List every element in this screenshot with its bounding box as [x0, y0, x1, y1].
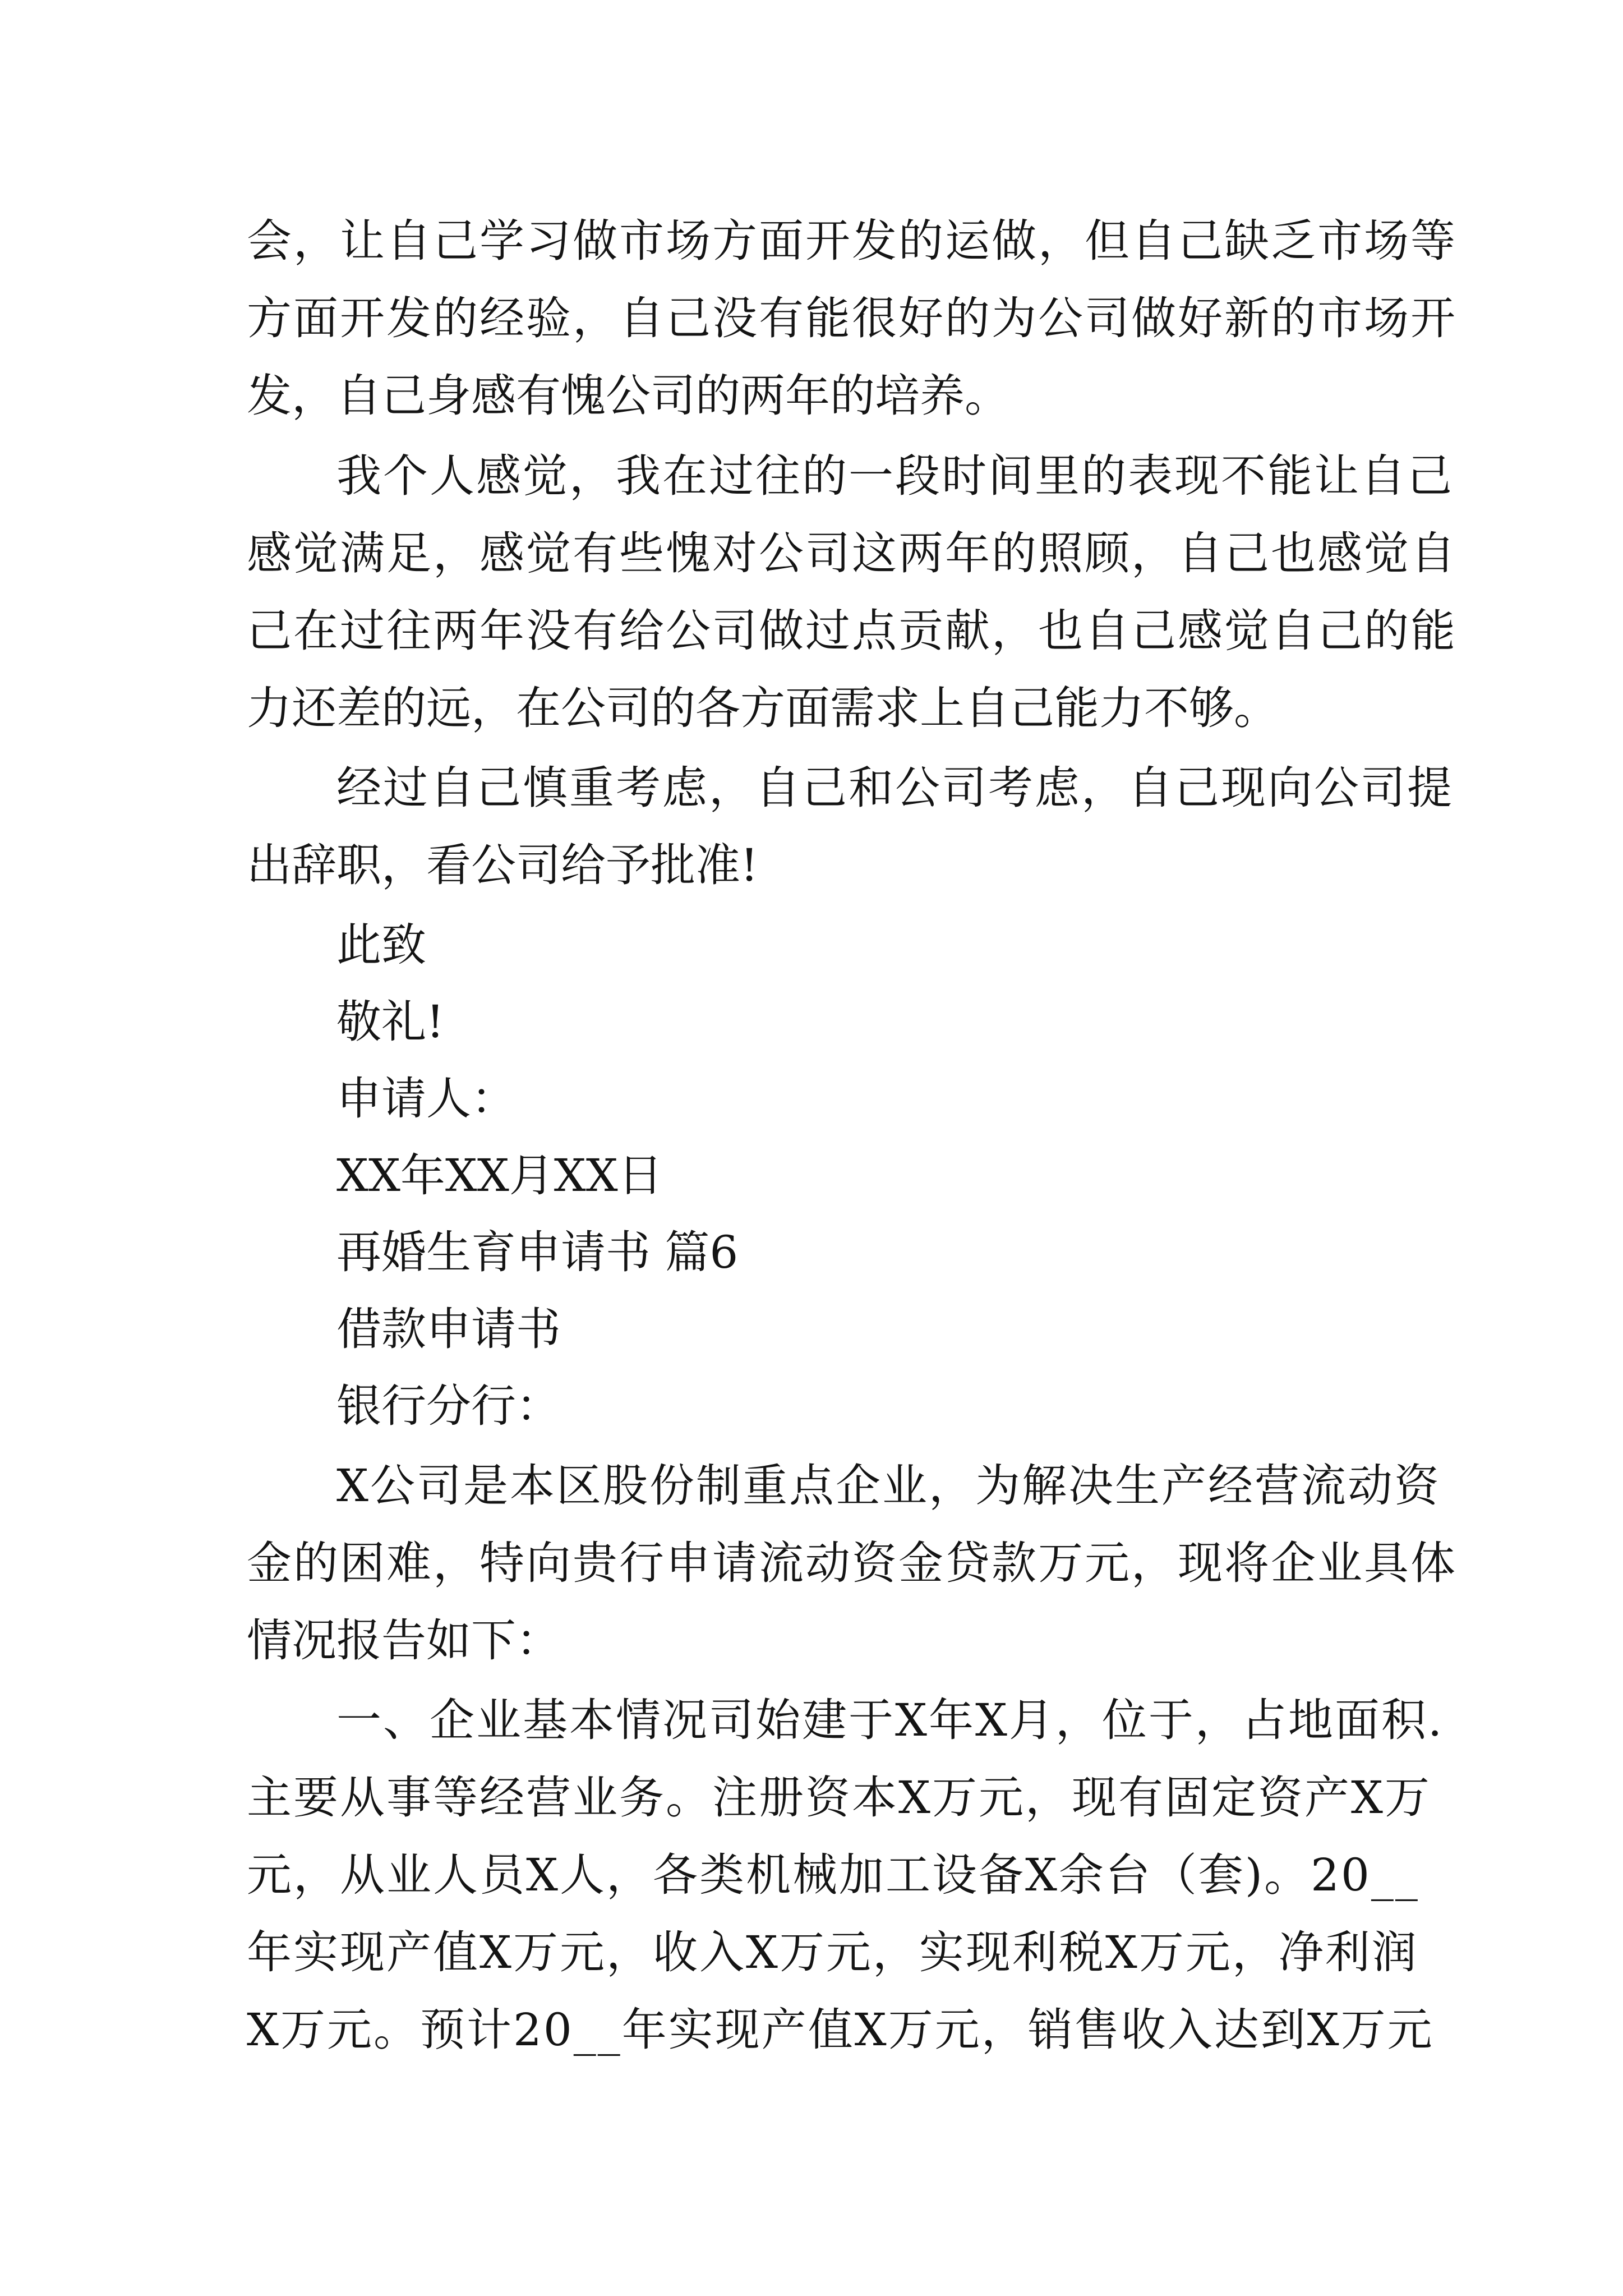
text-line: [0, 986, 1623, 1059]
line-text: 会，让自己学习做市场方面开发的运做，但自己缺乏市场等: [247, 215, 1457, 267]
text-line: [0, 829, 1623, 902]
text-line: [0, 595, 1623, 668]
line-text: 此致: [336, 919, 426, 971]
text-line: [0, 517, 1623, 590]
text-line: [0, 1139, 1623, 1212]
line-text: 主要从事等经营业务。注册资本X万元，现有固定资产X万: [247, 1772, 1431, 1824]
text-line: [0, 909, 1623, 982]
line-text: 一、企业基本情况司始建于X年X月，位于，占地面积.: [336, 1694, 1444, 1746]
line-text: 我个人感觉，我在过往的一段时间里的表现不能让自己: [336, 450, 1454, 502]
line-text: 金的困难，特向贵行申请流动资金贷款万元，现将企业具体: [247, 1537, 1457, 1589]
line-text: 出辞职，看公司给予批准!: [247, 839, 759, 891]
text-line: [0, 1293, 1623, 1366]
line-text: 感觉满足，感觉有些愧对公司这两年的照顾，自己也感觉自: [247, 527, 1457, 579]
text-line: [0, 282, 1623, 355]
line-text: 发，自己身感有愧公司的两年的培养。: [247, 370, 1009, 422]
line-text: 经过自己慎重考虑，自己和公司考虑，自己现向公司提: [336, 762, 1454, 814]
text-line: [0, 752, 1623, 825]
text-line: [0, 1216, 1623, 1289]
text-line: [0, 672, 1623, 745]
text-line: [0, 1916, 1623, 1989]
line-text: 敬礼!: [336, 996, 445, 1048]
line-text: 银行分行：: [336, 1380, 561, 1432]
line-text: 方面开发的经验，自己没有能很好的为公司做好新的市场开: [247, 292, 1457, 344]
line-text: X万元。预计20__年实现产值X万元，销售收入达到X万元: [247, 2004, 1434, 2056]
text-line: [0, 1370, 1623, 1443]
line-text: 情况报告如下：: [247, 1614, 561, 1667]
text-line: [0, 1839, 1623, 1912]
line-text: 年实现产值X万元，收入X万元，实现利税X万元，净利润: [247, 1926, 1418, 1978]
text-line: [0, 1684, 1623, 1757]
text-line: [0, 1604, 1623, 1677]
line-text: 申请人：: [336, 1073, 516, 1125]
text-line: [0, 440, 1623, 513]
text-line: [0, 1450, 1623, 1522]
text-line: [0, 1062, 1623, 1135]
text-line: [0, 1761, 1623, 1834]
line-text: 借款申请书: [336, 1303, 561, 1355]
line-text: 元，从业人员X人，各类机械加工设备X余台（套)。20__: [247, 1849, 1419, 1901]
text-line: [0, 1527, 1623, 1600]
line-text: 力还差的远，在公司的各方面需求上自己能力不够。: [247, 682, 1279, 734]
text-line: [0, 360, 1623, 432]
line-text: XX年XX月XX日: [336, 1149, 663, 1202]
line-text: 己在过往两年没有给公司做过点贡献，也自己感觉自己的能: [247, 605, 1457, 657]
text-line: [0, 205, 1623, 278]
line-text: X公司是本区股份制重点企业，为解决生产经营流动资: [336, 1460, 1441, 1512]
text-line: [0, 1994, 1623, 2067]
line-text: 再婚生育申请书 篇6: [336, 1226, 739, 1278]
